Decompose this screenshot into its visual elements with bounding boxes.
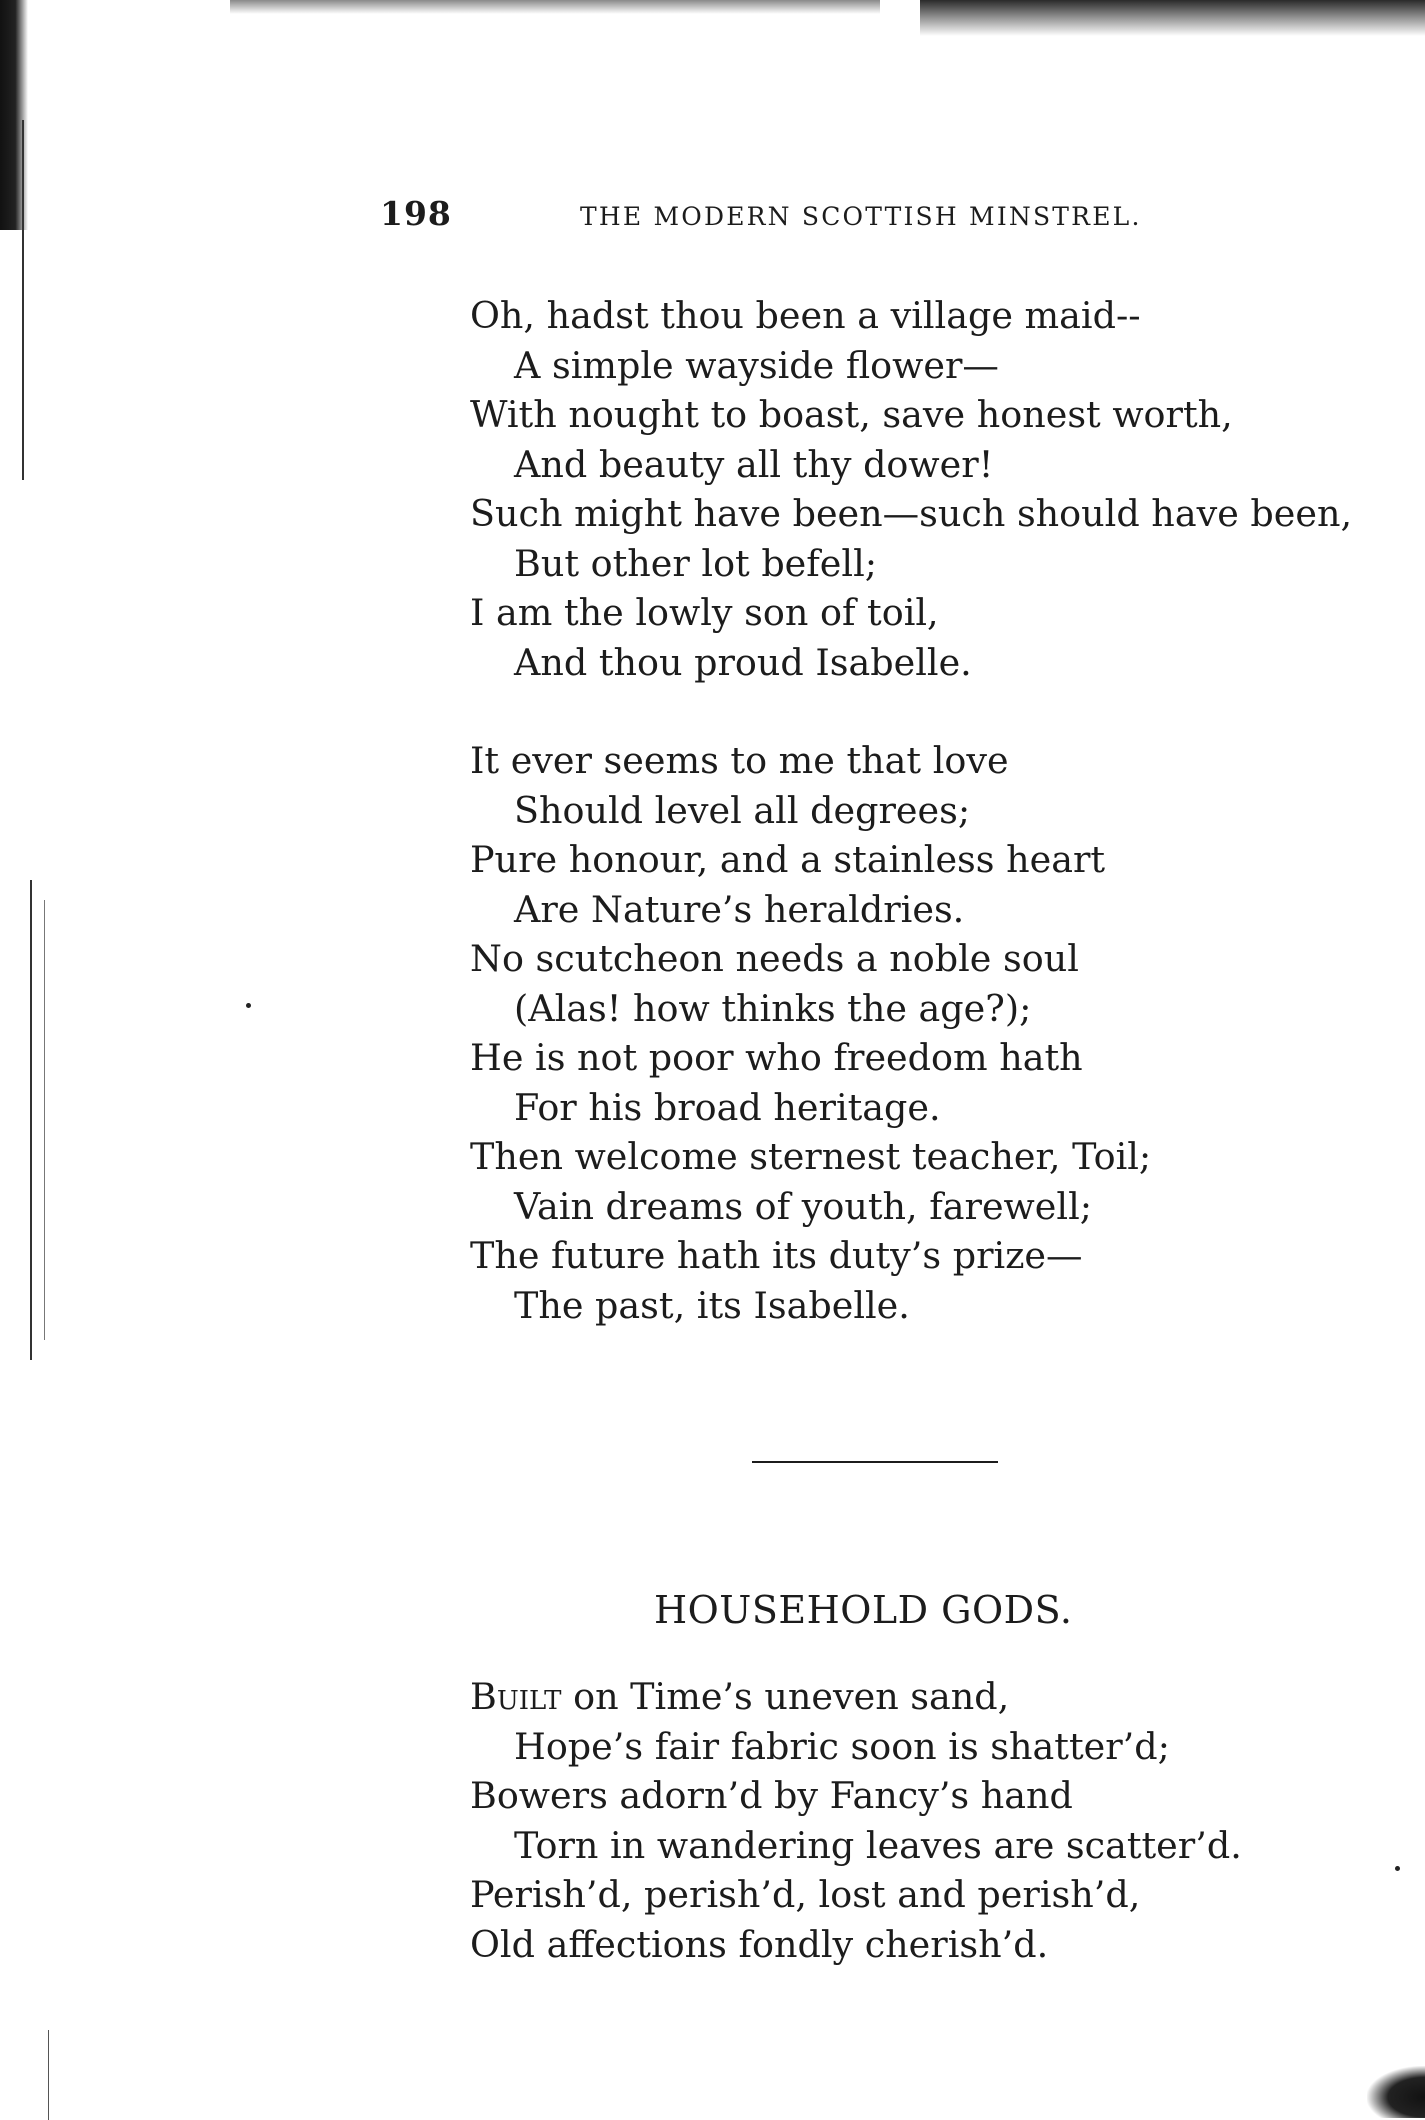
verse-line: He is not poor who freedom hath xyxy=(470,1036,1083,1079)
verse-line: No scutcheon needs a noble soul xyxy=(470,937,1079,980)
verse-line: But other lot befell; xyxy=(514,541,878,585)
left-edge-line xyxy=(48,2030,49,2120)
verse-line: Then welcome sternest teacher, Toil; xyxy=(470,1135,1152,1178)
verse-line: Oh, hadst thou been a village maid-- xyxy=(470,294,1141,337)
poem-household-gods xyxy=(470,1672,1242,1969)
ink-speck xyxy=(246,1003,251,1008)
verse-line: And thou proud Isabelle. xyxy=(514,640,972,684)
running-head xyxy=(380,190,1310,250)
page-number: 198 xyxy=(380,194,452,233)
bottom-right-corner-shadow xyxy=(1367,2066,1425,2118)
verse-line: With nought to boast, save honest worth, xyxy=(470,393,1233,436)
poem-title: HOUSEHOLD GODS. xyxy=(654,1588,1073,1632)
verse-line-first xyxy=(470,1672,1242,1722)
verse-line-rest: on Time’s uneven sand, xyxy=(561,1675,1010,1718)
verse-line: Such might have been—such should have been, xyxy=(470,492,1353,535)
verse-line: Vain dreams of youth, farewell; xyxy=(514,1184,1093,1228)
poem-isabelle xyxy=(470,291,1352,1330)
verse-line: Torn in wandering leaves are scatter’d. xyxy=(514,1823,1242,1867)
verse-line: It ever seems to me that love xyxy=(470,739,1009,782)
verse-line: Pure honour, and a stainless heart xyxy=(470,838,1106,881)
left-edge-line xyxy=(30,880,32,1360)
verse-line: The past, its Isabelle. xyxy=(514,1283,910,1327)
verse-line: Old affections fondly cherish’d. xyxy=(470,1922,1049,1966)
section-divider xyxy=(752,1461,998,1463)
running-title: THE MODERN SCOTTISH MINSTREL. xyxy=(580,202,1142,231)
verse-line: Hope’s fair fabric soon is shatter’d; xyxy=(514,1724,1170,1768)
left-edge-line xyxy=(44,900,45,1340)
verse-line: I am the lowly son of toil, xyxy=(470,591,939,634)
verse-line: And beauty all thy dower! xyxy=(514,442,994,486)
verse-line: Perish’d, perish’d, lost and perish’d, xyxy=(470,1873,1141,1916)
verse-line: Are Nature’s heraldries. xyxy=(514,887,965,931)
verse-line: Bowers adorn’d by Fancy’s hand xyxy=(470,1774,1073,1817)
stanza-break xyxy=(470,687,1352,736)
verse-line: The future hath its duty’s prize— xyxy=(470,1234,1083,1277)
top-edge-shadow xyxy=(920,0,1425,36)
left-edge-line xyxy=(22,120,24,480)
top-edge-shadow xyxy=(230,0,880,14)
verse-line: Should level all degrees; xyxy=(514,788,971,832)
verse-line: For his broad heritage. xyxy=(514,1085,941,1129)
ink-speck xyxy=(1395,1866,1400,1871)
verse-line: (Alas! how thinks the age?); xyxy=(514,986,1032,1030)
drop-word: Built xyxy=(470,1675,562,1718)
verse-line: A simple wayside flower— xyxy=(514,343,999,387)
